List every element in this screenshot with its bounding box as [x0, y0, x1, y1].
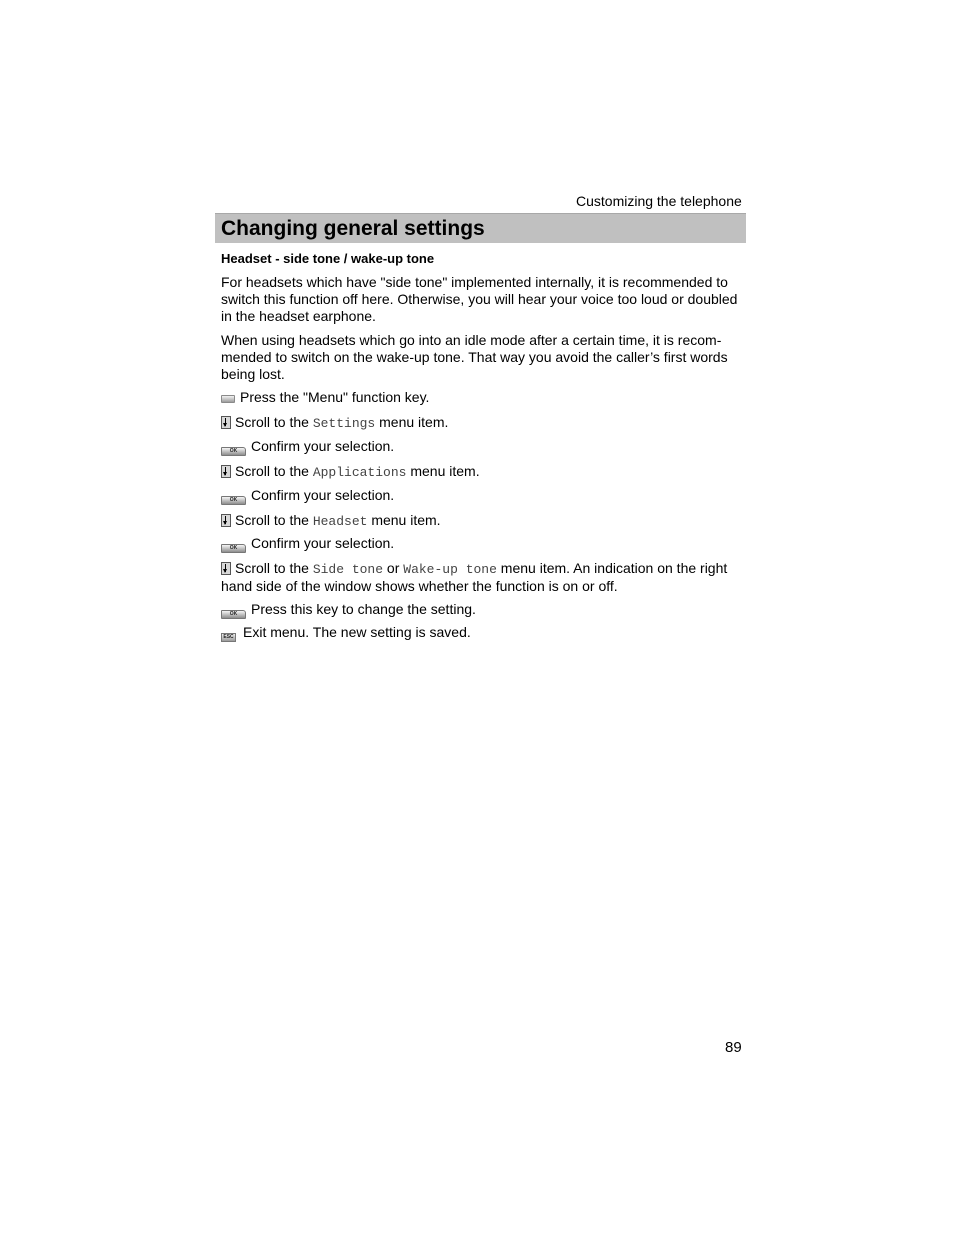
scroll-down-icon — [221, 465, 231, 478]
step-confirm-2: OK Confirm your selection. — [221, 487, 394, 505]
esc-key-icon: ESC — [221, 633, 236, 642]
step-confirm-1: OK Confirm your selection. — [221, 438, 394, 456]
step-change-setting: OK Press this key to change the setting. — [221, 601, 476, 619]
step-scroll-headset: Scroll to the Headset menu item. — [221, 512, 441, 530]
running-head: Customizing the telephone — [576, 193, 742, 209]
paragraph-wake-up-tone: When using headsets which go into an idle mode after a certain time, it is recom-mended to switch on the wake-up tone. That way you avoid the caller’s first words being lost. — [221, 332, 728, 382]
ok-key-icon: OK — [221, 496, 246, 505]
step-scroll-side-tone: Scroll to the Side tone or Wake-up tone menu item. An indication on the right hand side of the window shows whether the function is on or off. — [221, 560, 728, 594]
scroll-down-icon — [221, 514, 231, 527]
section-title-bar — [215, 213, 746, 243]
scroll-down-icon — [221, 562, 231, 575]
page-number: 89 — [725, 1039, 742, 1056]
menu-item-applications: Applications — [312, 465, 407, 480]
ok-key-icon: OK — [221, 610, 246, 619]
menu-item-wake-up-tone: Wake-up tone — [403, 562, 497, 577]
step-press-menu: Press the "Menu" function key. — [221, 389, 429, 406]
step-scroll-settings: Scroll to the Settings menu item. — [221, 414, 448, 432]
menu-item-settings: Settings — [312, 416, 376, 431]
step-exit-menu: ESC Exit menu. The new setting is saved. — [221, 624, 471, 642]
page-title: Changing general settings — [221, 217, 485, 240]
menu-item-side-tone: Side tone — [312, 562, 384, 577]
menu-item-headset: Headset — [312, 514, 368, 529]
scroll-down-icon — [221, 416, 231, 429]
step-confirm-3: OK Confirm your selection. — [221, 535, 394, 553]
subheading: Headset - side tone / wake-up tone — [221, 251, 435, 266]
step-scroll-applications: Scroll to the Applications menu item. — [221, 463, 480, 481]
paragraph-side-tone: For headsets which have "side tone" implemented internally, it is recommended to switch this function off here. Otherwise, you will hear your voice too loud or doubled in the headset earphone. — [221, 274, 738, 324]
ok-key-icon: OK — [221, 447, 246, 456]
ok-key-icon: OK — [221, 544, 246, 553]
menu-key-icon — [221, 395, 235, 403]
